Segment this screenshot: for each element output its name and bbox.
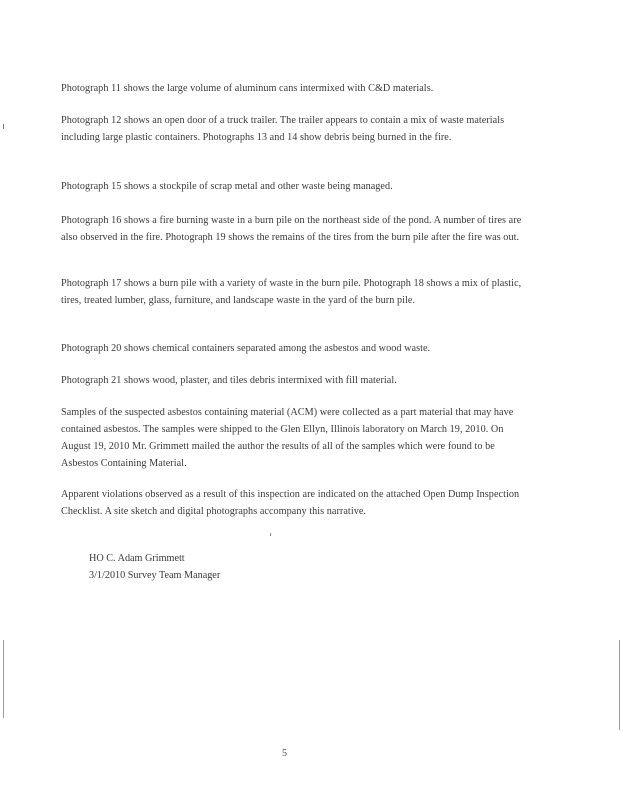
paragraph-1: Photograph 11 shows the large volume of aluminum cans intermixed with C&D materials.: [61, 83, 434, 94]
scan-artifact: [270, 533, 271, 536]
paragraph-7: Photograph 21 shows wood, plaster, and tiles debris intermixed with fill material.: [61, 375, 397, 386]
scan-artifact: [3, 640, 4, 718]
paragraph-9: Apparent violations observed as a result of this inspection are indicated on the attached Open Dump Inspection Checklist. A site sketch and digital photographs accompany this narrative.: [61, 489, 520, 517]
paragraph-3: Photograph 15 shows a stockpile of scrap metal and other waste being managed.: [61, 181, 393, 192]
scan-artifact: [619, 640, 620, 730]
signature-name: HO C. Adam Grimmett: [89, 553, 185, 564]
scan-artifact: [3, 124, 4, 129]
paragraph-6: Photograph 20 shows chemical containers separated among the asbestos and wood waste.: [61, 343, 431, 354]
paragraph-2: Photograph 12 shows an open door of a truck trailer. The trailer appears to contain a mix of waste materials including large plastic containers. Photographs 13 and 14 show debris being burned in the fire.: [61, 115, 505, 143]
paragraph-5: Photograph 17 shows a burn pile with a variety of waste in the burn pile. Photograph 18 shows a mix of plastic, tires, treated lumber, glass, furniture, and landscape waste in the yard of the burn pile.: [61, 278, 522, 306]
paragraph-4: Photograph 16 shows a fire burning waste in a burn pile on the northeast side of the pond. A number of tires are also observed in the fire. Photograph 19 shows the remains of the tires from the burn pile after the fire was out.: [61, 215, 522, 243]
paragraph-8: Samples of the suspected asbestos containing material (ACM) were collected as a part material that may have contained asbestos. The samples were shipped to the Glen Ellyn, Illinois laboratory on March 19, 2010. On August 19, 2010 Mr. Grimmett mailed the author the results of all of the samples which were found to be Asbestos Containing Material.: [61, 407, 514, 469]
page-number: 5: [282, 748, 287, 759]
signature-date: 3/1/2010 Survey Team Manager: [89, 570, 221, 581]
